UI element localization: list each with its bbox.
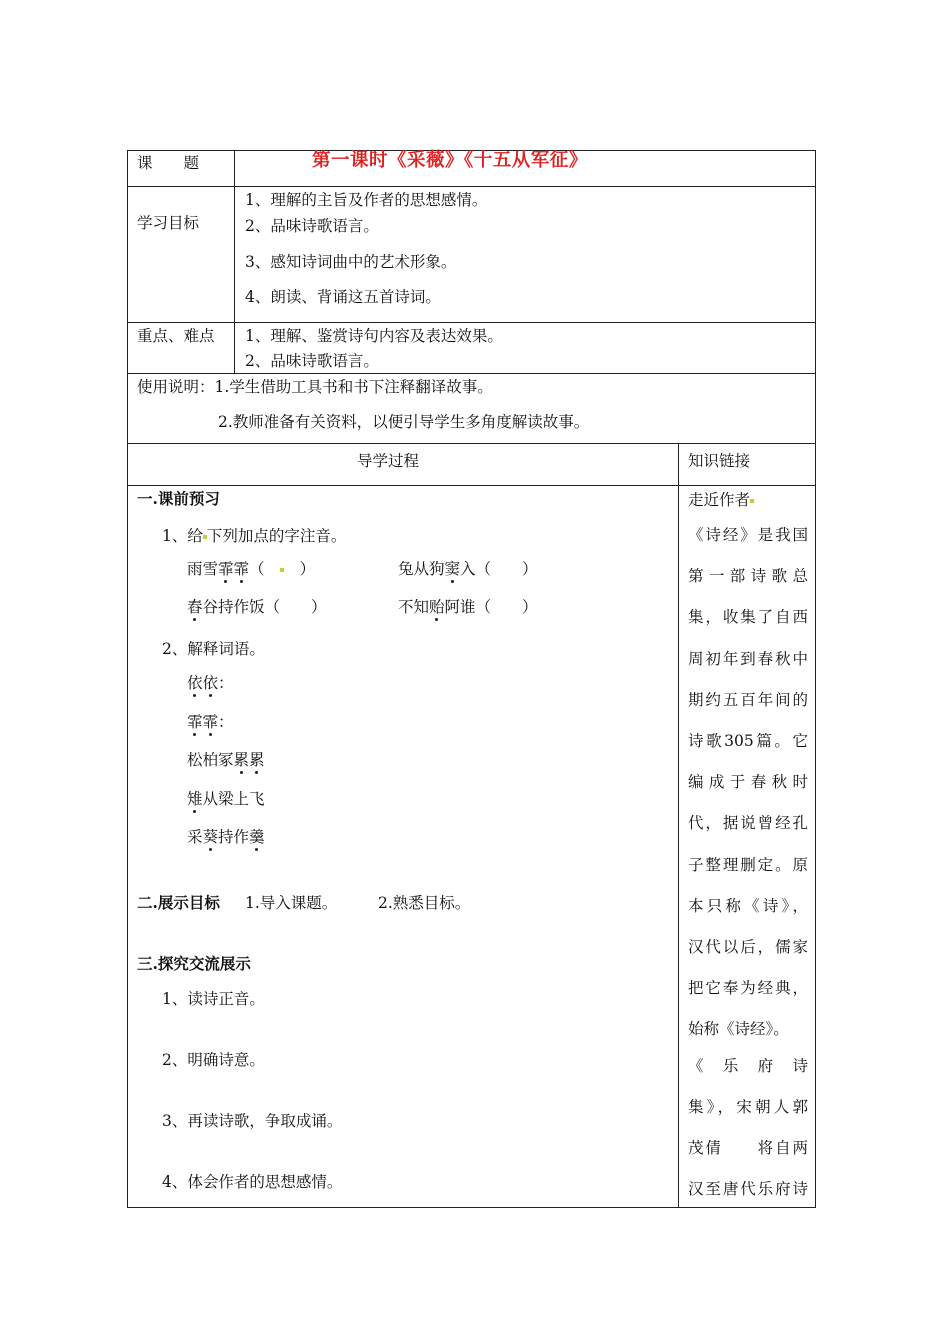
- highlight-marker: [750, 499, 754, 503]
- table-divider: [234, 150, 235, 373]
- sidebar-line: 第一部诗歌总: [688, 567, 808, 585]
- objective-item: 3、感知诗词曲中的艺术形象。: [245, 253, 457, 271]
- objective-item: 2、品味诗歌语言。: [245, 217, 379, 235]
- pinyin-item: 舂谷持作饭（ ）: [187, 598, 327, 616]
- sidebar-line: 茂倩 将自两: [688, 1139, 808, 1157]
- sidebar-line: 本只称《诗》，: [688, 897, 808, 915]
- sidebar-line: 代，据说曾经孔: [688, 814, 808, 832]
- key-points-label: 重点、难点: [137, 327, 215, 345]
- knowledge-column-header: 知识链接: [688, 452, 751, 470]
- objective-item: 1、理解的主旨及作者的思想感情。: [245, 191, 488, 209]
- key-point-item: 1、理解、鉴赏诗句内容及表达效果。: [245, 327, 503, 345]
- objectives-label: 学习目标: [137, 214, 200, 232]
- sidebar-line: 编成于春秋时: [688, 773, 808, 791]
- table-border-bottom: [127, 1207, 816, 1208]
- question-text: 1、给 下列加点的字注音。: [162, 527, 347, 545]
- term-item: 依依：: [187, 674, 234, 692]
- term-item: 雉从梁上飞: [187, 790, 265, 808]
- process-column-header: 导学过程: [357, 452, 420, 470]
- term-item: 采葵持作羹: [187, 828, 265, 846]
- subject-label: 课 题: [137, 154, 200, 172]
- pinyin-item: 雨雪霏霏（ ）: [187, 560, 316, 578]
- sidebar-line: 汉代以后，儒家: [688, 938, 808, 956]
- sidebar-line: 《 乐 府 诗: [688, 1057, 808, 1075]
- sidebar-line: 走近作者: [688, 491, 808, 509]
- sidebar-line: 集，收集了自西: [688, 608, 808, 626]
- table-divider: [678, 443, 679, 1207]
- table-border-left: [127, 150, 128, 1207]
- table-rule: [127, 186, 816, 187]
- table-rule: [127, 485, 816, 486]
- instructions-line: 使用说明：1.学生借助工具书和书下注释翻译故事。: [137, 378, 493, 396]
- sidebar-line: 把它奉为经典，: [688, 979, 808, 997]
- table-rule: [127, 322, 816, 323]
- inquiry-item: 3、再读诗歌，争取成诵。: [162, 1112, 343, 1130]
- goal-item: 2.熟悉目标。: [378, 894, 471, 912]
- table-border-right: [815, 150, 816, 1207]
- sidebar-line: 子整理删定。原: [688, 856, 808, 874]
- key-point-item: 2、品味诗歌语言。: [245, 352, 379, 370]
- sidebar-line: 集》，宋朝人郭: [688, 1098, 808, 1116]
- sidebar-line: 汉至唐代乐府诗: [688, 1180, 808, 1198]
- inquiry-item: 2、明确诗意。: [162, 1051, 265, 1069]
- instructions-line: 2.教师准备有关资料，以便引导学生多角度解读故事。: [218, 413, 590, 431]
- question-text: 2、解释词语。: [162, 640, 265, 658]
- term-item: 霏霏：: [187, 713, 234, 731]
- term-item: 松柏冢累累: [187, 751, 265, 769]
- sidebar-line: 诗歌305篇。它: [688, 732, 808, 750]
- table-rule: [127, 443, 816, 444]
- sidebar-line: 《诗经》是我国: [688, 526, 808, 544]
- goal-item: 1.导入课题。: [245, 894, 338, 912]
- objective-item: 4、朗读、背诵这五首诗词。: [245, 288, 441, 306]
- section-heading: 一.课前预习: [137, 489, 220, 508]
- section-heading: 三.探究交流展示: [137, 954, 251, 973]
- inquiry-item: 4、体会作者的思想感情。: [162, 1173, 343, 1191]
- highlight-marker: [203, 535, 207, 539]
- table-rule: [127, 373, 816, 374]
- pinyin-item: 兔从狗窦入（ ）: [398, 560, 538, 578]
- section-heading: 二.展示目标: [137, 893, 220, 912]
- sidebar-line: 周初年到春秋中: [688, 650, 808, 668]
- page-title: 第一课时《采薇》《十五从军征》: [312, 150, 588, 171]
- inquiry-item: 1、读诗正音。: [162, 990, 265, 1008]
- highlight-marker: [280, 568, 284, 572]
- pinyin-item: 不知贻阿谁（ ）: [398, 598, 538, 616]
- sidebar-line: 始称《诗经》。: [688, 1020, 789, 1038]
- sidebar-line: 期约五百年间的: [688, 691, 808, 709]
